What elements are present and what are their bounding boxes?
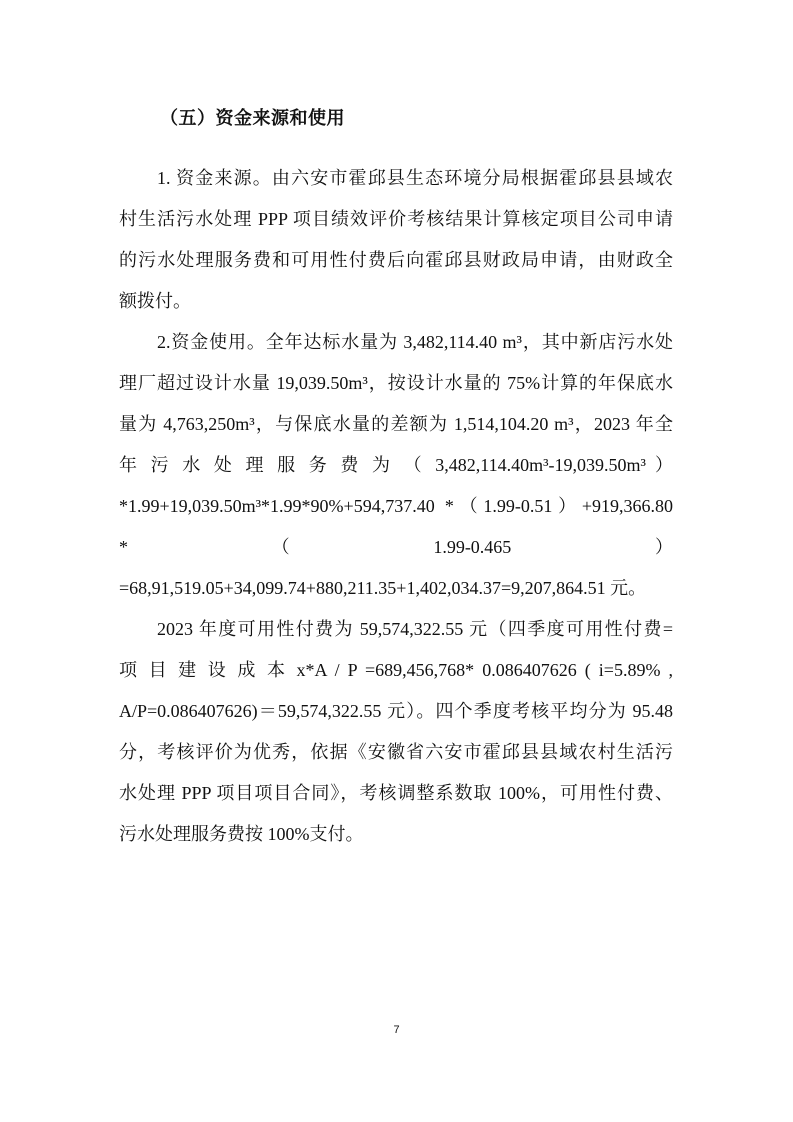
paragraph-line: 1. 资金来源。由六安市霍邱县生态环境分局根据霍邱县县域农 [157, 168, 673, 188]
paragraph-line: 理厂超过设计水量 19,039.50m³，按设计水量的 75%计算的年保底水 [119, 373, 673, 393]
paragraph-line: 2.资金使用。全年达标水量为 3,482,114.40 m³，其中新店污水处 [157, 332, 673, 352]
paragraph-line: 分，考核评价为优秀，依据《安徽省六安市霍邱县县域农村生活污 [119, 742, 673, 762]
formula-part: * [119, 537, 128, 557]
paragraph-line: 2023 年度可用性付费为 59,574,322.55 元（四季度可用性付费= [157, 619, 673, 639]
formula-part: （ [271, 537, 290, 557]
page-number: 7 [393, 1024, 400, 1036]
formula-part: ） [654, 537, 673, 557]
paragraph-line: 村生活污水处理 PPP 项目绩效评价考核结果计算核定项目公司申请 [119, 209, 673, 229]
formula-line [119, 534, 673, 560]
paragraph-line: A/P=0.086407626)＝59,574,322.55 元）。四个季度考核平均分为 95.48 [119, 701, 673, 721]
paragraph-line: 污水处理服务费按 100%支付。 [119, 824, 364, 844]
paragraph-line: =68,91,519.05+34,099.74+880,211.35+1,402,034.37=9,207,864.51 元。 [119, 578, 647, 598]
paragraph-line: *1.99+19,039.50m³*1.99*90%+594,737.40 *（1.99-0.51）+919,366.80 [119, 496, 673, 516]
formula-part: 1.99-0.465 [433, 537, 512, 557]
paragraph-line: 水处理 PPP 项目项目合同》，考核调整系数取 100%，可用性付费、 [119, 783, 673, 803]
section-heading: （五）资金来源和使用 [160, 108, 345, 129]
paragraph-line: 额拨付。 [119, 291, 191, 311]
paragraph-line: 量为 4,763,250m³，与保底水量的差额为 1,514,104.20 m³，2023 年全 [119, 414, 673, 434]
paragraph-line: 项 目 建 设 成 本 x*A / P =689,456,768* 0.086407626 ( i=5.89% , [119, 660, 673, 680]
paragraph-line: 的污水处理服务费和可用性付费后向霍邱县财政局申请，由财政全 [119, 250, 673, 270]
paragraph-line: 年 污 水 处 理 服 务 费 为 （ 3,482,114.40m³-19,039.50m³ ） [119, 455, 673, 475]
